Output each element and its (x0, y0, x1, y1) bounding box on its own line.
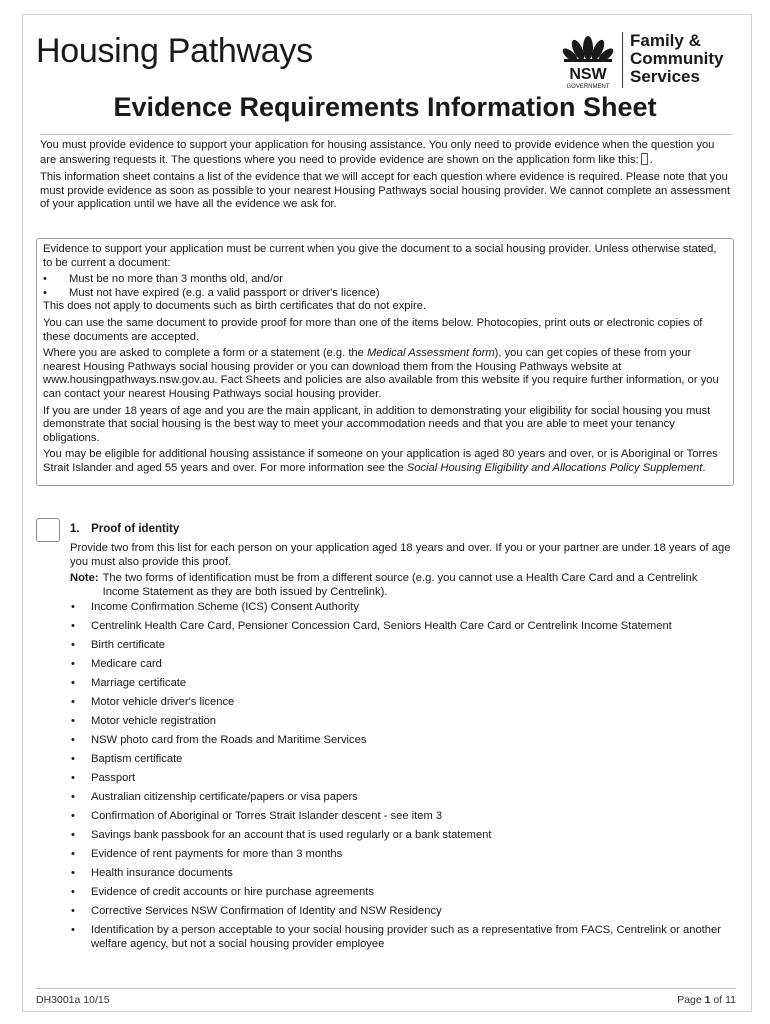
list-item: • Health insurance documents (70, 867, 734, 881)
section-note (70, 572, 734, 599)
list-item: • Motor vehicle registration (70, 715, 734, 729)
current-page: 1 (704, 994, 711, 1006)
notice-paragraph-1: Evidence to support your application must be current when you give the document to a social housing provider. Unless otherwise stated, to be current a document: (43, 243, 717, 269)
list-item: • Australian citizenship certificate/papers or visa papers (70, 791, 734, 805)
section-intro: Provide two from this list for each person on your application aged 18 years and over. If you or your partner are under 18 years of age you must also provide this proof. (70, 542, 731, 568)
evidence-notice-box (36, 238, 734, 486)
notice-bullet-list (43, 273, 727, 300)
list-item: • Savings bank passbook for an account that is used regularly or a bank statement (70, 829, 734, 843)
section-body (70, 542, 734, 957)
list-item: • Identification by a person acceptable to your social housing provider such as a representative from FACS, Centrelink or another welfare agency, but not a social housing provider employee (70, 924, 734, 951)
list-item: • Medicare card (70, 658, 734, 672)
intro-paragraph-2: This information sheet contains a list of the evidence that we will accept for each question where evidence is required. Please note that you must provide evidence as soon as possible to your nearest Housing Pathways social housing provider. We cannot complete an assessment of your application until we have all the evidence we ask for. (40, 171, 731, 211)
list-item: • Birth certificate (70, 639, 734, 653)
waratah-emblem-icon (560, 30, 616, 90)
page-total: of 11 (710, 994, 736, 1006)
proof-of-identity-checkbox[interactable] (36, 518, 60, 542)
notice-p4-text-b: ), you can get copies of these from your nearest Housing Pathways social housing provider or you can download them from the Housing Pathways website at www.housingpathways.nsw.gov.au. Fact Sheets and policies are also available from this website if you require further information, or you can contact your nearest Housing Pathways social housing provider. (43, 347, 719, 400)
nsw-facs-logo (560, 30, 736, 92)
logo-line-community: Community (630, 49, 724, 68)
list-item: • Baptism certificate (70, 753, 734, 767)
intro-text-a: You must provide evidence to support your application for housing assistance. You only need to provide evidence when the question you are answering requests it. The questions where you need to provide evidence are shown on the application form like this: (40, 139, 715, 166)
logo-divider (622, 32, 623, 88)
notice-p4-text-a: Where you are asked to complete a form or a statement (e.g. the (43, 347, 367, 360)
logo-line-family: Family & (630, 31, 701, 50)
evidence-marker-icon (641, 153, 648, 165)
list-item: • Evidence of credit accounts or hire purchase agreements (70, 886, 734, 900)
intro-text-b: . (649, 153, 653, 166)
evidence-list (70, 601, 734, 951)
list-item: • NSW photo card from the Roads and Maritime Services (70, 734, 734, 748)
list-item: • Income Confirmation Scheme (ICS) Consent Authority (70, 601, 734, 615)
notice-p6-text-b: . (702, 461, 706, 474)
list-item: • Corrective Services NSW Confirmation of Identity and NSW Residency (70, 905, 734, 919)
list-item: • Marriage certificate (70, 677, 734, 691)
page-footer (36, 988, 736, 1006)
notice-paragraph-5: If you are under 18 years of age and you are the main applicant, in addition to demonstrating your eligibility for social housing you must demonstrate that social housing is the best way to meet your accommodation needs and that you are able to meet your tenancy obligations. (43, 404, 711, 444)
notice-bullet: • Must be no more than 3 months old, and/or (43, 273, 727, 287)
note-text: The two forms of identification must be from a different source (e.g. you cannot use a Health Care Card and a Centrelink Income Statement as they are both issued by Centrelink). (102, 572, 698, 598)
notice-paragraph-6 (43, 448, 727, 475)
logo-line-services: Services (630, 67, 700, 86)
page-number (677, 994, 736, 1006)
list-item: • Passport (70, 772, 734, 786)
logo-text (630, 32, 724, 86)
form-code: DH3001a 10/15 (36, 994, 110, 1006)
intro-section (40, 134, 732, 216)
list-item: • Evidence of rent payments for more than 3 months (70, 848, 734, 862)
page-prefix: Page (677, 994, 705, 1006)
brand-title: Housing Pathways (36, 32, 313, 70)
list-item: • Confirmation of Aboriginal or Torres Strait Islander descent - see item 3 (70, 810, 734, 824)
notice-paragraph-4 (43, 347, 727, 401)
notice-paragraph-3: You can use the same document to provide proof for more than one of the items below. Photocopies, print outs or electronic copies of these documents are accepted. (43, 316, 703, 343)
sheet-title: Evidence Requirements Information Sheet (113, 92, 657, 122)
notice-p4-form-name: Medical Assessment form (366, 347, 495, 360)
notice-bullet: • Must not have expired (e.g. a valid passport or driver's licence) (43, 287, 727, 301)
notice-p6-text-a: You may be eligible for additional housing assistance if someone on your application is aged 80 years and over, or is Aboriginal or Torres Strait Islander and aged 55 years and over. For more information see the (43, 448, 718, 474)
list-item: • Centrelink Health Care Card, Pensioner Concession Card, Seniors Health Care Card or Centrelink Income Statement (70, 620, 734, 634)
logo-nsw-text: NSW (569, 66, 607, 83)
notice-p6-policy-name: Social Housing Eligibility and Allocations Policy Supplement (406, 461, 703, 474)
notice-paragraph-2: This does not apply to documents such as birth certificates that do not expire. (43, 300, 427, 313)
section-heading: 1. Proof of identity (70, 523, 180, 535)
page-header (36, 24, 736, 94)
intro-paragraph-1 (40, 139, 732, 167)
note-label: Note: (70, 572, 99, 585)
logo-government-text: GOVERNMENT (566, 84, 610, 90)
list-item: • Motor vehicle driver's licence (70, 696, 734, 710)
